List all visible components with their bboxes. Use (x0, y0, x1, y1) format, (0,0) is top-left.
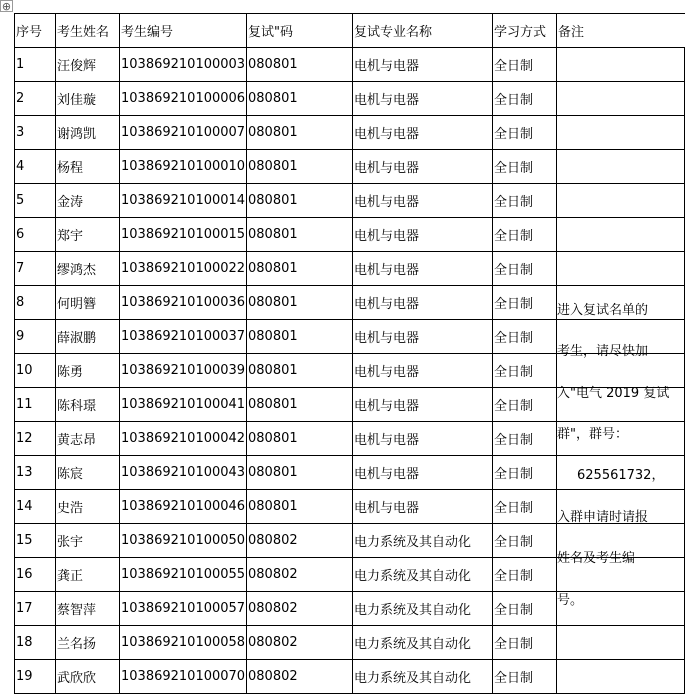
table-move-handle-icon[interactable]: ⊕ (1, 0, 12, 13)
cell-id: 103869210100003 (120, 48, 247, 82)
table-row (15, 184, 685, 218)
table-row (15, 82, 685, 116)
header-code: 复试"码 (247, 14, 353, 48)
cell-mode: 全日制 (493, 422, 557, 456)
cell-id: 103869210100007 (120, 116, 247, 150)
cell-seq: 15 (15, 524, 56, 558)
cell-mode: 全日制 (493, 150, 557, 184)
cell-name: 金涛 (56, 184, 120, 218)
cell-remark (557, 218, 685, 252)
cell-major: 电力系统及其自动化 (353, 592, 493, 626)
header-name: 考生姓名 (56, 14, 120, 48)
table-row (15, 626, 685, 660)
cell-mode: 全日制 (493, 320, 557, 354)
cell-id: 103869210100022 (120, 252, 247, 286)
cell-id: 103869210100041 (120, 388, 247, 422)
cell-major: 电机与电器 (353, 218, 493, 252)
cell-major: 电机与电器 (353, 422, 493, 456)
remark-line: 姓名及考生编 (557, 551, 636, 566)
table-row (15, 116, 685, 150)
cell-seq: 12 (15, 422, 56, 456)
cell-major: 电机与电器 (353, 354, 493, 388)
cell-major: 电机与电器 (353, 456, 493, 490)
cell-mode: 全日制 (493, 82, 557, 116)
cell-seq: 19 (15, 660, 56, 694)
cell-seq: 9 (15, 320, 56, 354)
cell-name: 何明簪 (56, 286, 120, 320)
cell-id: 103869210100042 (120, 422, 247, 456)
cell-code: 080801 (247, 456, 353, 490)
cell-name: 兰名扬 (56, 626, 120, 660)
cell-name: 薛淑鹏 (56, 320, 120, 354)
cell-major: 电力系统及其自动化 (353, 660, 493, 694)
cell-remark (557, 184, 685, 218)
cell-major: 电机与电器 (353, 286, 493, 320)
remark-line: 考生，请尽快加 (557, 344, 649, 359)
cell-seq: 10 (15, 354, 56, 388)
cell-seq: 3 (15, 116, 56, 150)
cell-name: 史浩 (56, 490, 120, 524)
cell-seq: 14 (15, 490, 56, 524)
cell-id: 103869210100039 (120, 354, 247, 388)
cell-id: 103869210100014 (120, 184, 247, 218)
cell-code: 080802 (247, 558, 353, 592)
cell-name: 缪鸿杰 (56, 252, 120, 286)
header-major: 复试专业名称 (353, 14, 493, 48)
cell-mode: 全日制 (493, 592, 557, 626)
cell-major: 电机与电器 (353, 252, 493, 286)
cell-remark (557, 252, 685, 286)
cell-code: 080802 (247, 660, 353, 694)
cell-code: 080802 (247, 592, 353, 626)
cell-seq: 18 (15, 626, 56, 660)
cell-name: 武欣欣 (56, 660, 120, 694)
cell-seq: 13 (15, 456, 56, 490)
cell-code: 080801 (247, 218, 353, 252)
cell-code: 080801 (247, 490, 353, 524)
cell-seq: 5 (15, 184, 56, 218)
remark-line: 625561732， (577, 468, 665, 483)
cell-mode: 全日制 (493, 456, 557, 490)
cell-mode: 全日制 (493, 116, 557, 150)
cell-mode: 全日制 (493, 524, 557, 558)
cell-remark (557, 48, 685, 82)
header-id: 考生编号 (120, 14, 247, 48)
cell-id: 103869210100010 (120, 150, 247, 184)
cell-seq: 4 (15, 150, 56, 184)
cell-mode: 全日制 (493, 184, 557, 218)
cell-seq: 2 (15, 82, 56, 116)
cell-name: 谢鸿凯 (56, 116, 120, 150)
cell-name: 郑宇 (56, 218, 120, 252)
cell-code: 080801 (247, 150, 353, 184)
cell-name: 汪俊辉 (56, 48, 120, 82)
cell-remark (557, 150, 685, 184)
cell-name: 龚正 (56, 558, 120, 592)
cell-id: 103869210100055 (120, 558, 247, 592)
cell-mode: 全日制 (493, 286, 557, 320)
cell-id: 103869210100015 (120, 218, 247, 252)
cell-mode: 全日制 (493, 660, 557, 694)
header-remark: 备注 (557, 14, 685, 48)
cell-major: 电机与电器 (353, 82, 493, 116)
remark-line: 入群申请时请报 (557, 510, 649, 525)
cell-major: 电机与电器 (353, 116, 493, 150)
cell-code: 080801 (247, 82, 353, 116)
cell-major: 电机与电器 (353, 490, 493, 524)
cell-id: 103869210100006 (120, 82, 247, 116)
cell-major: 电机与电器 (353, 184, 493, 218)
cell-mode: 全日制 (493, 388, 557, 422)
cell-name: 杨程 (56, 150, 120, 184)
cell-id: 103869210100036 (120, 286, 247, 320)
cell-remark (557, 660, 685, 694)
cell-code: 080801 (247, 422, 353, 456)
cell-remark (557, 626, 685, 660)
cell-name: 张宇 (56, 524, 120, 558)
cell-seq: 16 (15, 558, 56, 592)
cell-major: 电力系统及其自动化 (353, 524, 493, 558)
cell-code: 080801 (247, 116, 353, 150)
cell-id: 103869210100070 (120, 660, 247, 694)
cell-remark (557, 116, 685, 150)
cell-id: 103869210100037 (120, 320, 247, 354)
cell-code: 080801 (247, 48, 353, 82)
cell-mode: 全日制 (493, 252, 557, 286)
cell-remark (557, 82, 685, 116)
table-row (15, 150, 685, 184)
remark-line: 进入复试名单的 (557, 303, 649, 318)
table-header-row (15, 14, 685, 48)
cell-id: 103869210100058 (120, 626, 247, 660)
cell-id: 103869210100043 (120, 456, 247, 490)
cell-name: 蔡智萍 (56, 592, 120, 626)
header-mode: 学习方式 (493, 14, 557, 48)
margin-marker (684, 430, 691, 460)
cell-seq: 7 (15, 252, 56, 286)
cell-name: 陈宸 (56, 456, 120, 490)
cell-code: 080802 (247, 524, 353, 558)
cell-id: 103869210100050 (120, 524, 247, 558)
cell-name: 黄志昂 (56, 422, 120, 456)
remark-line: 群"，群号： (557, 427, 628, 442)
cell-name: 陈科璟 (56, 388, 120, 422)
table-row (15, 660, 685, 694)
cell-major: 电机与电器 (353, 320, 493, 354)
cell-seq: 1 (15, 48, 56, 82)
cell-code: 080802 (247, 626, 353, 660)
cell-seq: 8 (15, 286, 56, 320)
cell-code: 080801 (247, 184, 353, 218)
cell-seq: 6 (15, 218, 56, 252)
cell-code: 080801 (247, 286, 353, 320)
cell-name: 陈勇 (56, 354, 120, 388)
header-seq: 序号 (15, 14, 56, 48)
cell-major: 电力系统及其自动化 (353, 558, 493, 592)
table-row (15, 252, 685, 286)
cell-id: 103869210100046 (120, 490, 247, 524)
cell-major: 电力系统及其自动化 (353, 626, 493, 660)
cell-major: 电机与电器 (353, 150, 493, 184)
cell-mode: 全日制 (493, 218, 557, 252)
cell-mode: 全日制 (493, 48, 557, 82)
cell-mode: 全日制 (493, 558, 557, 592)
cell-code: 080801 (247, 252, 353, 286)
remark-line: 入"电气 2019 复试 (557, 386, 670, 401)
cell-id: 103869210100057 (120, 592, 247, 626)
table-row (15, 48, 685, 82)
cell-mode: 全日制 (493, 354, 557, 388)
cell-mode: 全日制 (493, 626, 557, 660)
cell-name: 刘佳璇 (56, 82, 120, 116)
cell-seq: 17 (15, 592, 56, 626)
cell-code: 080801 (247, 354, 353, 388)
cell-code: 080801 (247, 388, 353, 422)
cell-major: 电机与电器 (353, 388, 493, 422)
cell-seq: 11 (15, 388, 56, 422)
remark-line: 号。 (557, 593, 584, 608)
cell-major: 电机与电器 (353, 48, 493, 82)
cell-mode: 全日制 (493, 490, 557, 524)
table-row (15, 592, 685, 626)
table-row (15, 218, 685, 252)
cell-code: 080801 (247, 320, 353, 354)
